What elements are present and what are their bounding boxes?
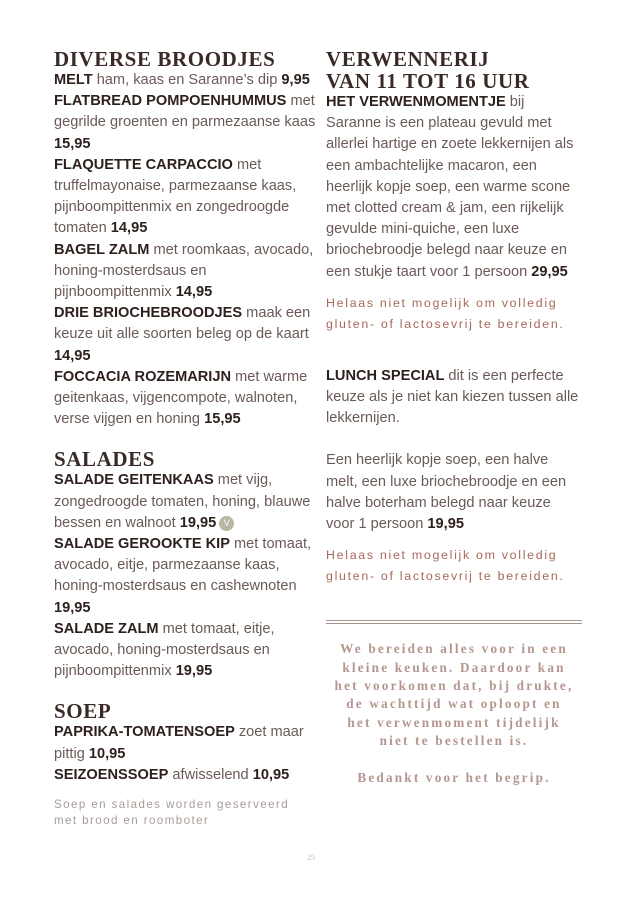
menu-item-paprika-soep: PAPRIKA-TOMATENSOEP zoet maar pittig 10,95: [54, 724, 304, 762]
section-heading-salades: SALADES: [54, 447, 156, 472]
menu-item-seizoenssoep: SEIZOENSSOEP afwisselend 10,95: [54, 766, 290, 783]
menu-item-bagel: BAGEL ZALM met roomkaas, avocado, honing-mosterdsaus en pijnboompittenmix 14,95: [54, 241, 314, 301]
soep-note: Soep en salades worden geserveerd met brood en roomboter: [54, 798, 290, 828]
menu-item-verwenmomentje: HET VERWENMOMENTJE bij Saranne is een plateau gevuld met allerlei hartige en zoete lekkernijen als een ambachtelijke macaron, een heerlijk kopje soep, een warme scone met clotted cream & jam, een rijkelijk gevulde mini-quiche, een luxe briochebroodje belegd naar keuze en een stukje taart voor 1 persoon 29,95: [326, 94, 574, 280]
lunch-special-description: Een heerlijk kopje soep, een halve melt, een luxe briochebroodje en een halve boterham belegd naar keuze voor 1 persoon 19,95: [326, 452, 567, 533]
menu-item-briochebroodjes: DRIE BRIOCHEBROODJES maak een keuze uit alle soorten beleg op de kaart 14,95: [54, 305, 311, 364]
menu-item-foccacia: FOCCACIA ROZEMARIJN met warme geitenkaas, vijgencompote, walnoten, verse vijgen en honing 15,95: [54, 368, 308, 428]
thanks-note: Bedankt voor het begrip.: [357, 769, 551, 785]
menu-item-salade-kip: SALADE GEROOKTE KIP met tomaat, avocado, eitje, parmezaanse kaas, honing-mosterdsaus en cashewnoten 19,95: [54, 536, 312, 616]
section-heading-soep: SOEP: [54, 699, 112, 724]
menu-item-flaquette: FLAQUETTE CARPACCIO met truffelmayonaise, parmezaanse kaas, pijnboompittenmix en zongedroogde tomaten 14,95: [54, 156, 297, 237]
kitchen-note: We bereiden alles voor in een kleine keuken. Daardoor kan het voorkomen dat, bij drukte, de wachttijd wat oploopt en het verwenmoment tijdelijk niet te bestellen is.: [334, 641, 574, 749]
menu-item-flatbread: FLATBREAD POMPOENHUMMUS met gegrilde groenten en parmezaanse kaas 15,95: [54, 93, 316, 152]
left-column: [54, 48, 316, 829]
section-heading-verwennerij: VERWENNERIJ: [326, 47, 490, 71]
section-heading-broodjes: DIVERSE BROODJES: [54, 47, 276, 71]
menu-item-salade-zalm: SALADE ZALM met tomaat, eitje, avocado, honing-mosterdsaus en pijnboompittenmix 19,95: [54, 620, 275, 680]
vegetarian-icon: V: [219, 516, 234, 531]
menu-item-melt: MELT ham, kaas en Saranne’s dip 9,95: [54, 72, 310, 88]
divider: [326, 620, 582, 624]
allergy-note-1: Helaas niet mogelijk om volledig gluten- of lactosevrij te bereiden.: [326, 295, 565, 331]
page-number: 25: [307, 853, 315, 862]
section-subheading-hours: VAN 11 TOT 16 UUR: [326, 69, 530, 93]
right-column: [326, 48, 582, 787]
allergy-note-2: Helaas niet mogelijk om volledig gluten- of lactosevrij te bereiden.: [326, 548, 565, 584]
menu-item-lunch-special: LUNCH SPECIAL dit is een perfecte keuze als je niet kan kiezen tussen alle lekkernijen.: [326, 367, 579, 427]
menu-item-salade-geitenkaas: SALADE GEITENKAAS met vijg, zongedroogde tomaten, honing, blauwe bessen en walnoot 19,95 V: [54, 472, 311, 531]
